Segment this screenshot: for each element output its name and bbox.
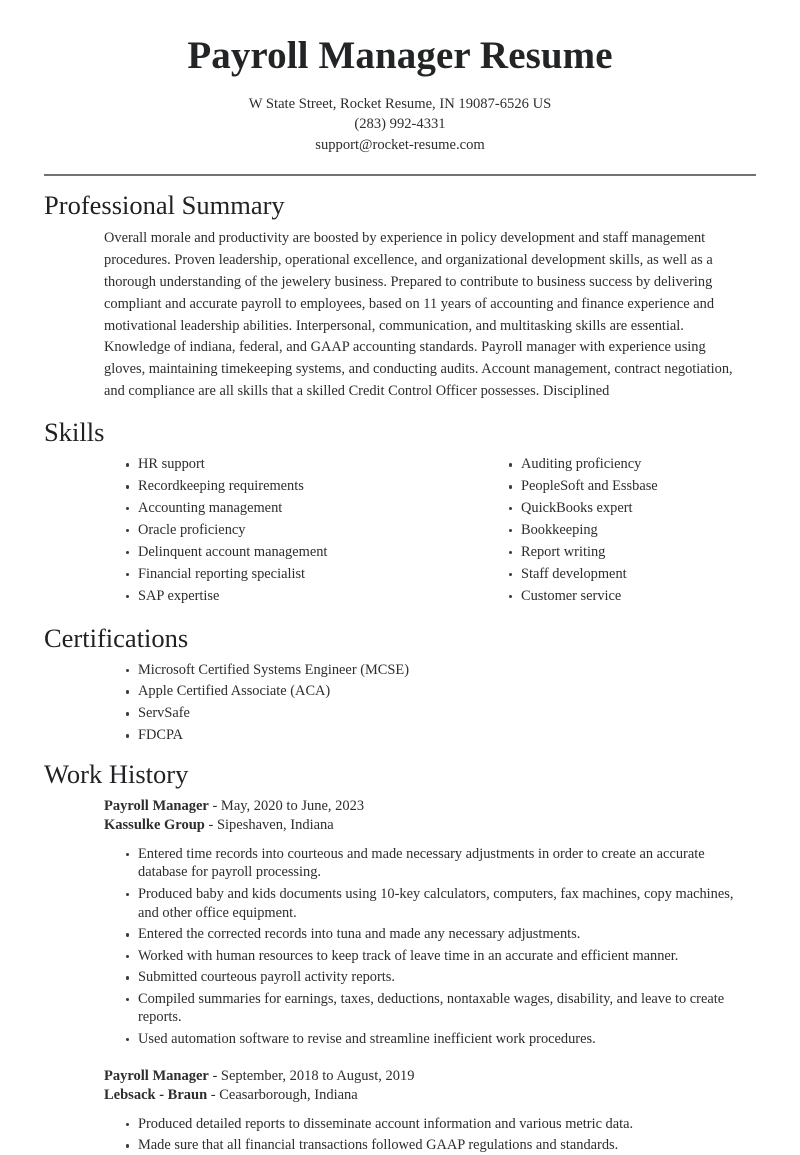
page-title: Payroll Manager Resume xyxy=(187,34,613,77)
section-skills xyxy=(44,417,756,608)
list-item: Bookkeeping xyxy=(509,521,756,539)
list-item: Microsoft Certified Systems Engineer (MCSE) xyxy=(126,661,756,679)
list-item: QuickBooks expert xyxy=(509,499,756,517)
skills-column-right xyxy=(430,455,756,609)
job-bullet: Entered time records into courteous and made necessary adjustments in order to create an accurate database for payroll processing. xyxy=(126,845,756,882)
work-history-entry xyxy=(44,797,756,1049)
summary-body xyxy=(44,228,756,404)
job-company: Lebsack - Braun xyxy=(104,1086,208,1103)
list-item: Recordkeeping requirements xyxy=(126,477,430,495)
list-item: Delinquent account management xyxy=(126,543,430,561)
job-dates: - May, 2020 to June, 2023 xyxy=(208,797,365,814)
list-item: Auditing proficiency xyxy=(509,455,756,473)
job-bullet: Entered the corrected records into tuna and made any necessary adjustments. xyxy=(126,925,756,944)
job-bullet: Worked with human resources to keep track of leave time in an accurate and efficient manner. xyxy=(126,947,756,966)
skills-column-left xyxy=(104,455,430,609)
section-heading-work-history: Work History xyxy=(44,758,189,789)
job-dates: - September, 2018 to August, 2019 xyxy=(208,1067,415,1084)
list-item: Staff development xyxy=(509,565,756,583)
contact-phone: (283) 992-4331 xyxy=(354,116,446,133)
section-heading-summary: Professional Summary xyxy=(44,189,285,220)
job-company-line xyxy=(104,816,756,835)
section-certifications xyxy=(44,623,756,745)
list-item: SAP expertise xyxy=(126,587,430,605)
job-bullet: Used automation software to revise and streamline inefficient work procedures. xyxy=(126,1030,756,1049)
list-item: PeopleSoft and Essbase xyxy=(509,477,756,495)
job-bullet: Produced detailed reports to disseminate account information and various metric data. xyxy=(126,1115,756,1134)
list-item: Apple Certified Associate (ACA) xyxy=(126,682,756,700)
job-title: Payroll Manager xyxy=(104,1067,209,1084)
contact-address: W State Street, Rocket Resume, IN 19087-6526 US xyxy=(248,95,552,112)
skills-columns xyxy=(44,455,756,609)
list-item: Accounting management xyxy=(126,499,430,517)
section-work-history xyxy=(44,759,756,1155)
header-divider xyxy=(44,174,756,176)
work-history-body xyxy=(44,797,756,1155)
job-company: Kassulke Group xyxy=(104,816,205,833)
job-bullet-list xyxy=(104,1115,756,1155)
job-bullet: Made sure that all financial transactions followed GAAP regulations and standards. xyxy=(126,1136,756,1155)
summary-text: Overall morale and productivity are boosted by experience in policy development and staff management procedures. Proven leadership, operational excellence, and organizational development skills, as well as a thorough understanding of the jewelery business. Prepared to contribute to business success by delivering compliant and accurate payroll to employees, based on 11 years of accounting and finance experience and motivational leadership abilities. Interpersonal, communication, and multitasking skills are essential. Knowledge of indiana, federal, and GAAP accounting standards. Payroll manager with experience using gloves, maintaining timekeeping systems, and conducting audits. Account management, contract negotiation, and compliance are all skills that a skilled Credit Control Officer possesses. Disciplined xyxy=(104,229,733,400)
list-item: HR support xyxy=(126,455,430,473)
job-title-line xyxy=(104,797,756,816)
list-item: FDCPA xyxy=(126,726,756,744)
contact-email: support@rocket-resume.com xyxy=(315,137,485,154)
job-company-line xyxy=(104,1086,756,1105)
list-item: ServSafe xyxy=(126,704,756,722)
job-bullet: Compiled summaries for earnings, taxes, deductions, nontaxable wages, disability, and leave to create reports. xyxy=(126,990,756,1027)
section-heading-certifications: Certifications xyxy=(44,622,189,653)
job-bullet: Submitted courteous payroll activity reports. xyxy=(126,968,756,987)
certifications-list xyxy=(104,661,756,745)
section-heading-skills: Skills xyxy=(44,417,105,448)
work-history-entry xyxy=(44,1067,756,1155)
job-bullet: Produced baby and kids documents using 10-key calculators, computers, fax machines, copy machines, and other office equipment. xyxy=(126,885,756,922)
section-professional-summary xyxy=(44,190,756,404)
certifications-body xyxy=(44,661,756,745)
job-bullet-list xyxy=(104,845,756,1049)
job-title: Payroll Manager xyxy=(104,797,209,814)
list-item: Report writing xyxy=(509,543,756,561)
list-item: Financial reporting specialist xyxy=(126,565,430,583)
list-item: Customer service xyxy=(509,587,756,605)
resume-header xyxy=(44,0,756,176)
job-location: - Ceasarborough, Indiana xyxy=(207,1086,358,1103)
job-title-line xyxy=(104,1067,756,1086)
skills-list-right xyxy=(487,455,756,605)
list-item: Oracle proficiency xyxy=(126,521,430,539)
job-location: - Sipeshaven, Indiana xyxy=(204,816,334,833)
skills-list-left xyxy=(104,455,430,605)
